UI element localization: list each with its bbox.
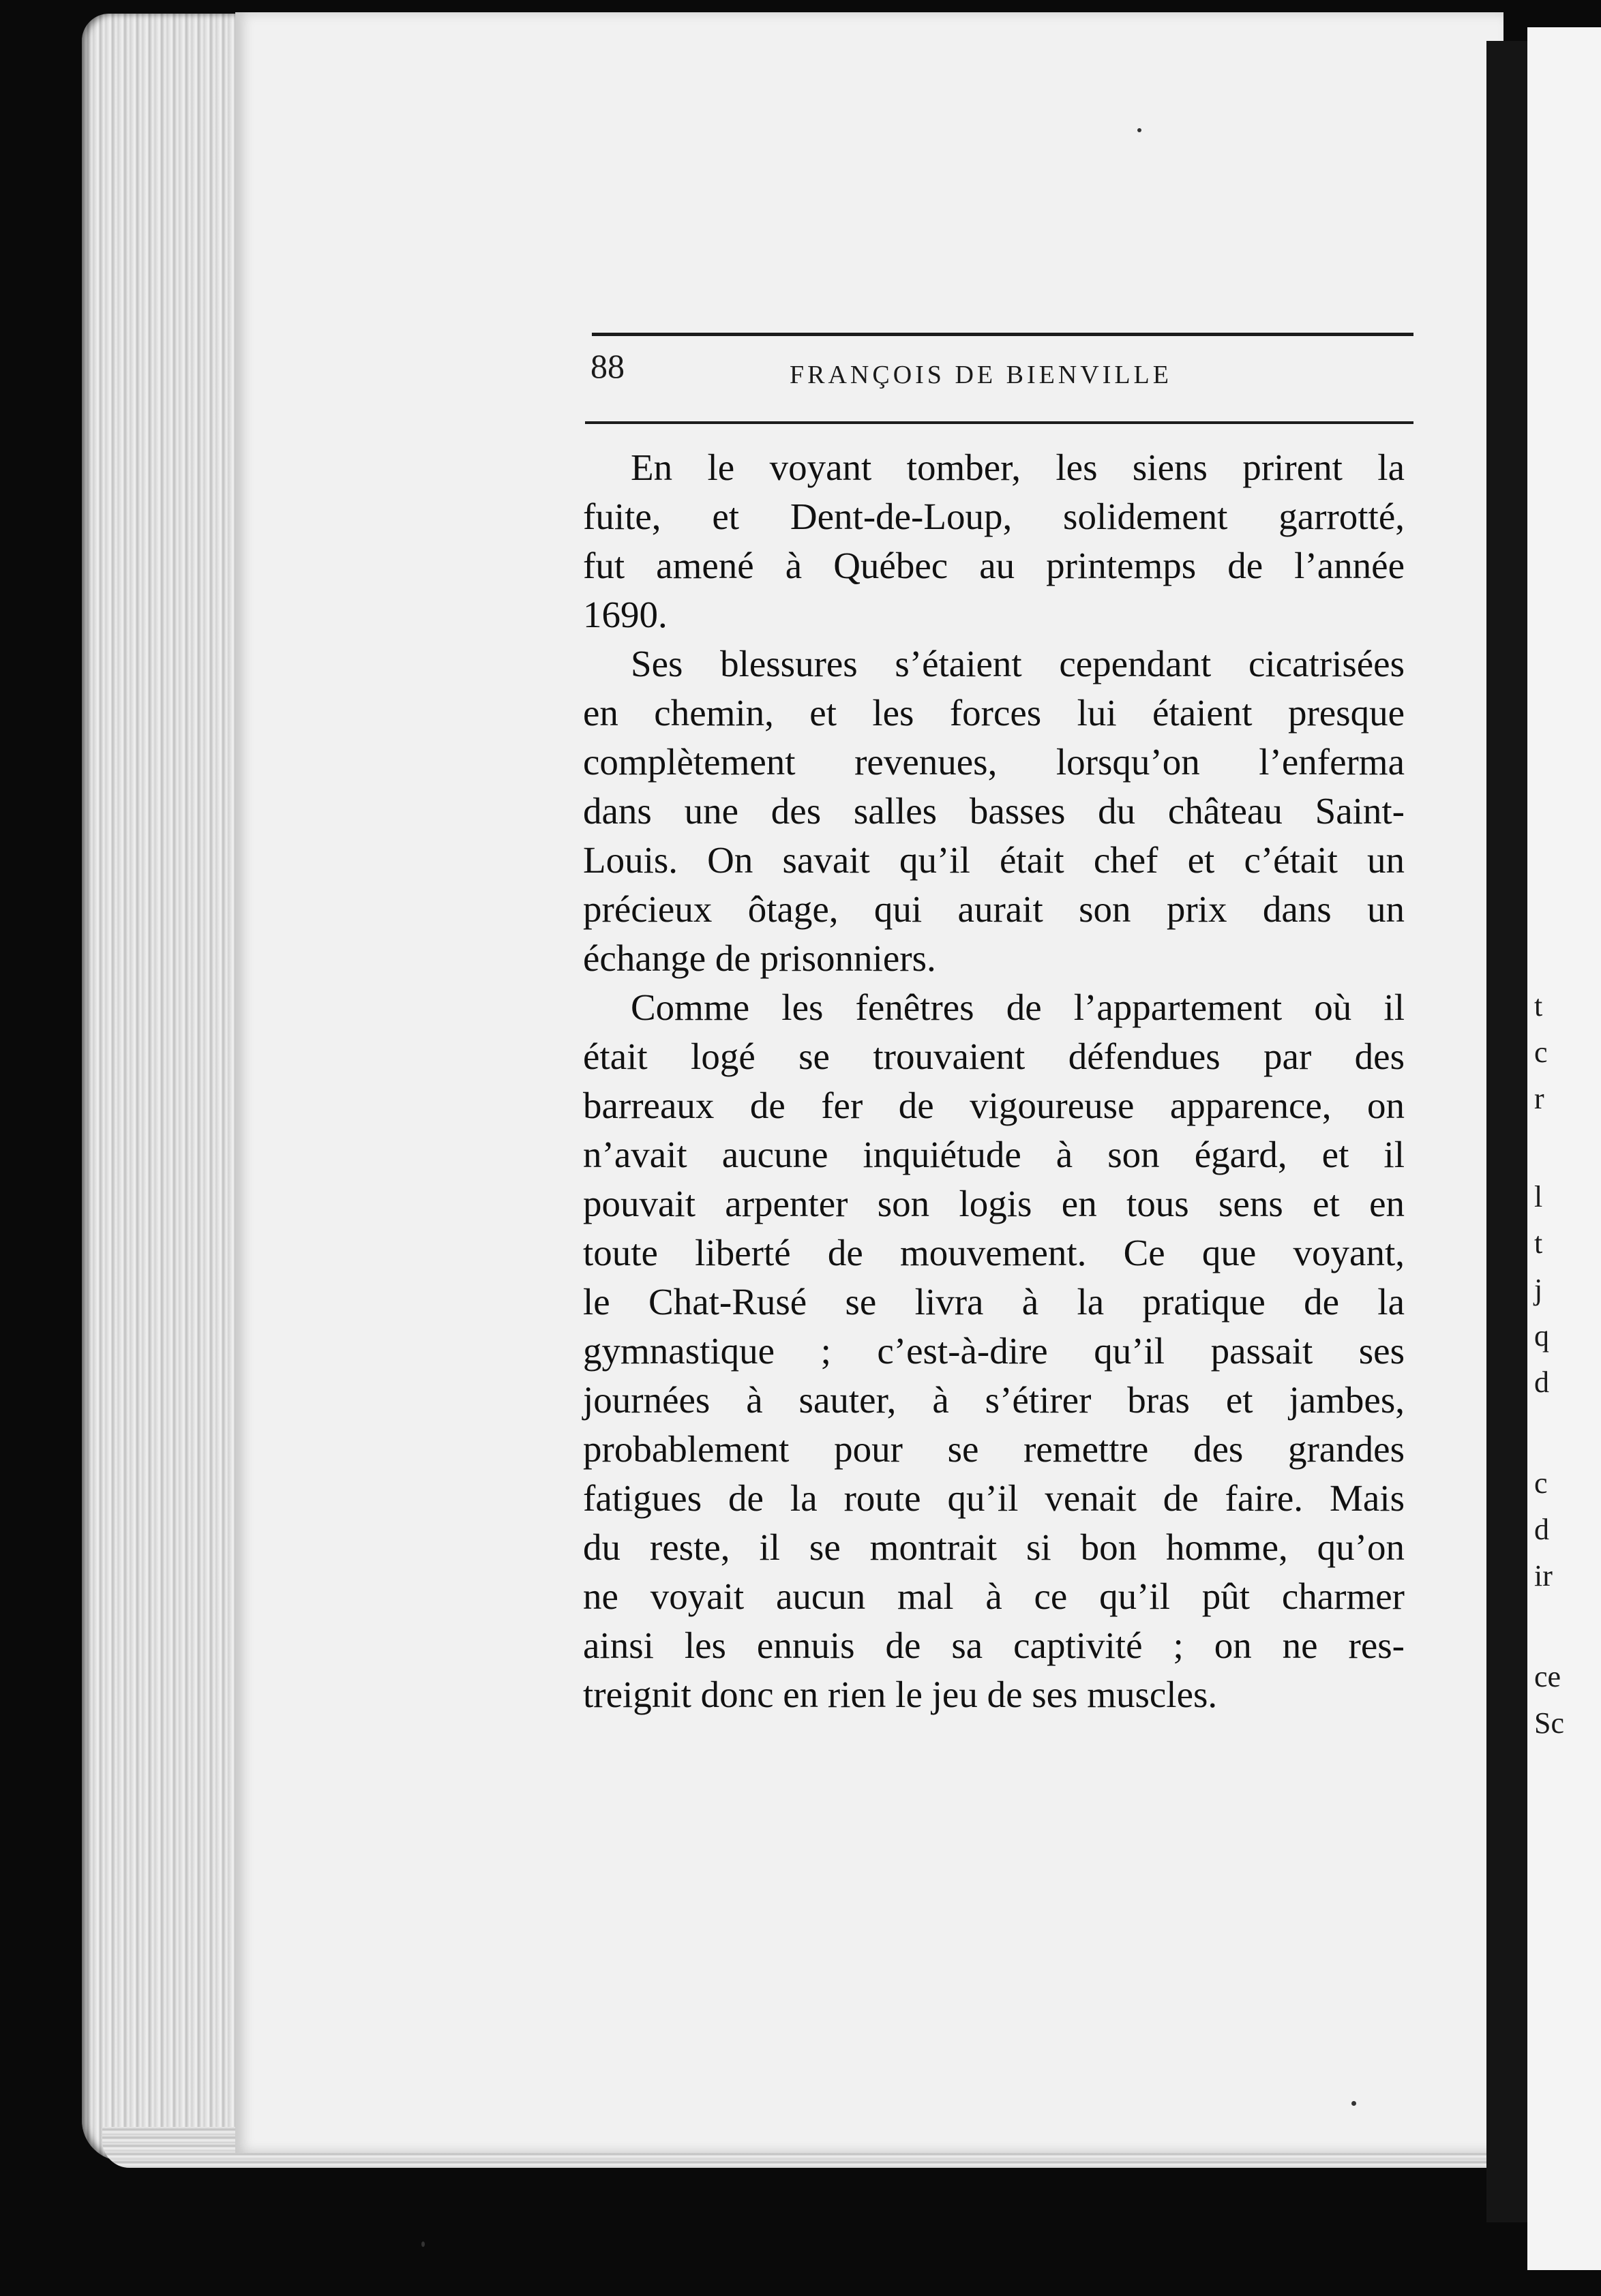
facing-page-fragment: q [1534,1319,1549,1353]
text-line: fuite, et Dent-de-Loup, solidement garrotté, [583,496,1405,537]
text-line: était logé se trouvaient défendues par des [583,1036,1405,1077]
scan-speck [1137,128,1141,132]
text-line: ne voyait aucun mal à ce qu’il pût charmer [583,1575,1405,1617]
text-line: du reste, il se montrait si bon homme, qu’on [583,1526,1405,1568]
text-line: gymnastique ; c’est-à-dire qu’il passait ses [583,1330,1405,1372]
text-line: fatigues de la route qu’il venait de faire. Mais [583,1477,1405,1519]
facing-page-fragment: Sc [1534,1706,1564,1740]
text-line: 1690. [583,594,668,635]
facing-page-fragment: c [1534,1036,1548,1069]
facing-page-fragment: ir [1534,1559,1553,1592]
facing-page-fragment: t [1534,989,1543,1023]
text-line: fut amené à Québec au printemps de l’année [583,545,1405,586]
facing-page-fragment: ce [1534,1660,1561,1693]
facing-page-fragment: d [1534,1365,1549,1399]
facing-page-fragment: l [1534,1180,1543,1213]
header-rule-top [592,333,1413,336]
text-line: dans une des salles basses du château Saint- [583,790,1405,832]
book-gutter [1486,41,1527,2222]
text-line: échange de prisonniers. [583,937,936,979]
text-line: en chemin, et les forces lui étaient presque [583,692,1405,734]
text-line: journées à sauter, à s’étirer bras et jambes, [583,1379,1405,1421]
book-page-edges [82,14,259,2161]
text-line: probablement pour se remettre des grandes [583,1428,1405,1470]
text-line: précieux ôtage, qui aurait son prix dans un [583,888,1405,930]
scan-speck [1351,2101,1356,2106]
facing-page-fragment: d [1534,1513,1549,1546]
facing-page-fragment: c [1534,1466,1548,1500]
scan-speck [421,2241,425,2247]
facing-page-fragment: j [1534,1273,1543,1306]
body-text [583,443,1405,1719]
facing-page-fragment: r [1534,1082,1544,1115]
text-line: ainsi les ennuis de sa captivité ; on ne res- [583,1625,1405,1666]
text-line: complètement revenues, lorsqu’on l’enferma [583,741,1405,783]
header-rule-bottom [585,421,1413,424]
facing-page-fragment: t [1534,1226,1543,1260]
text-line: le Chat-Rusé se livra à la pratique de la [583,1281,1405,1323]
text-line: n’avait aucune inquiétude à son égard, et il [583,1134,1405,1175]
text-line: Comme les fenêtres de l’appartement où il [631,986,1405,1028]
facing-page [1527,27,1601,2270]
text-line: En le voyant tomber, les siens prirent la [631,447,1405,488]
text-line: treignit donc en rien le jeu de ses muscles. [583,1674,1218,1715]
text-line: Ses blessures s’étaient cependant cicatrisées [631,643,1405,684]
running-head: FRANÇOIS DE BIENVILLE [790,361,1172,389]
page-number: 88 [590,347,625,385]
text-line: barreaux de fer de vigoureuse apparence, on [583,1085,1405,1126]
text-line: Louis. On savait qu’il était chef et c’était un [583,839,1405,881]
text-line: toute liberté de mouvement. Ce que voyant, [583,1232,1405,1273]
text-line: pouvait arpenter son logis en tous sens et en [583,1183,1405,1224]
